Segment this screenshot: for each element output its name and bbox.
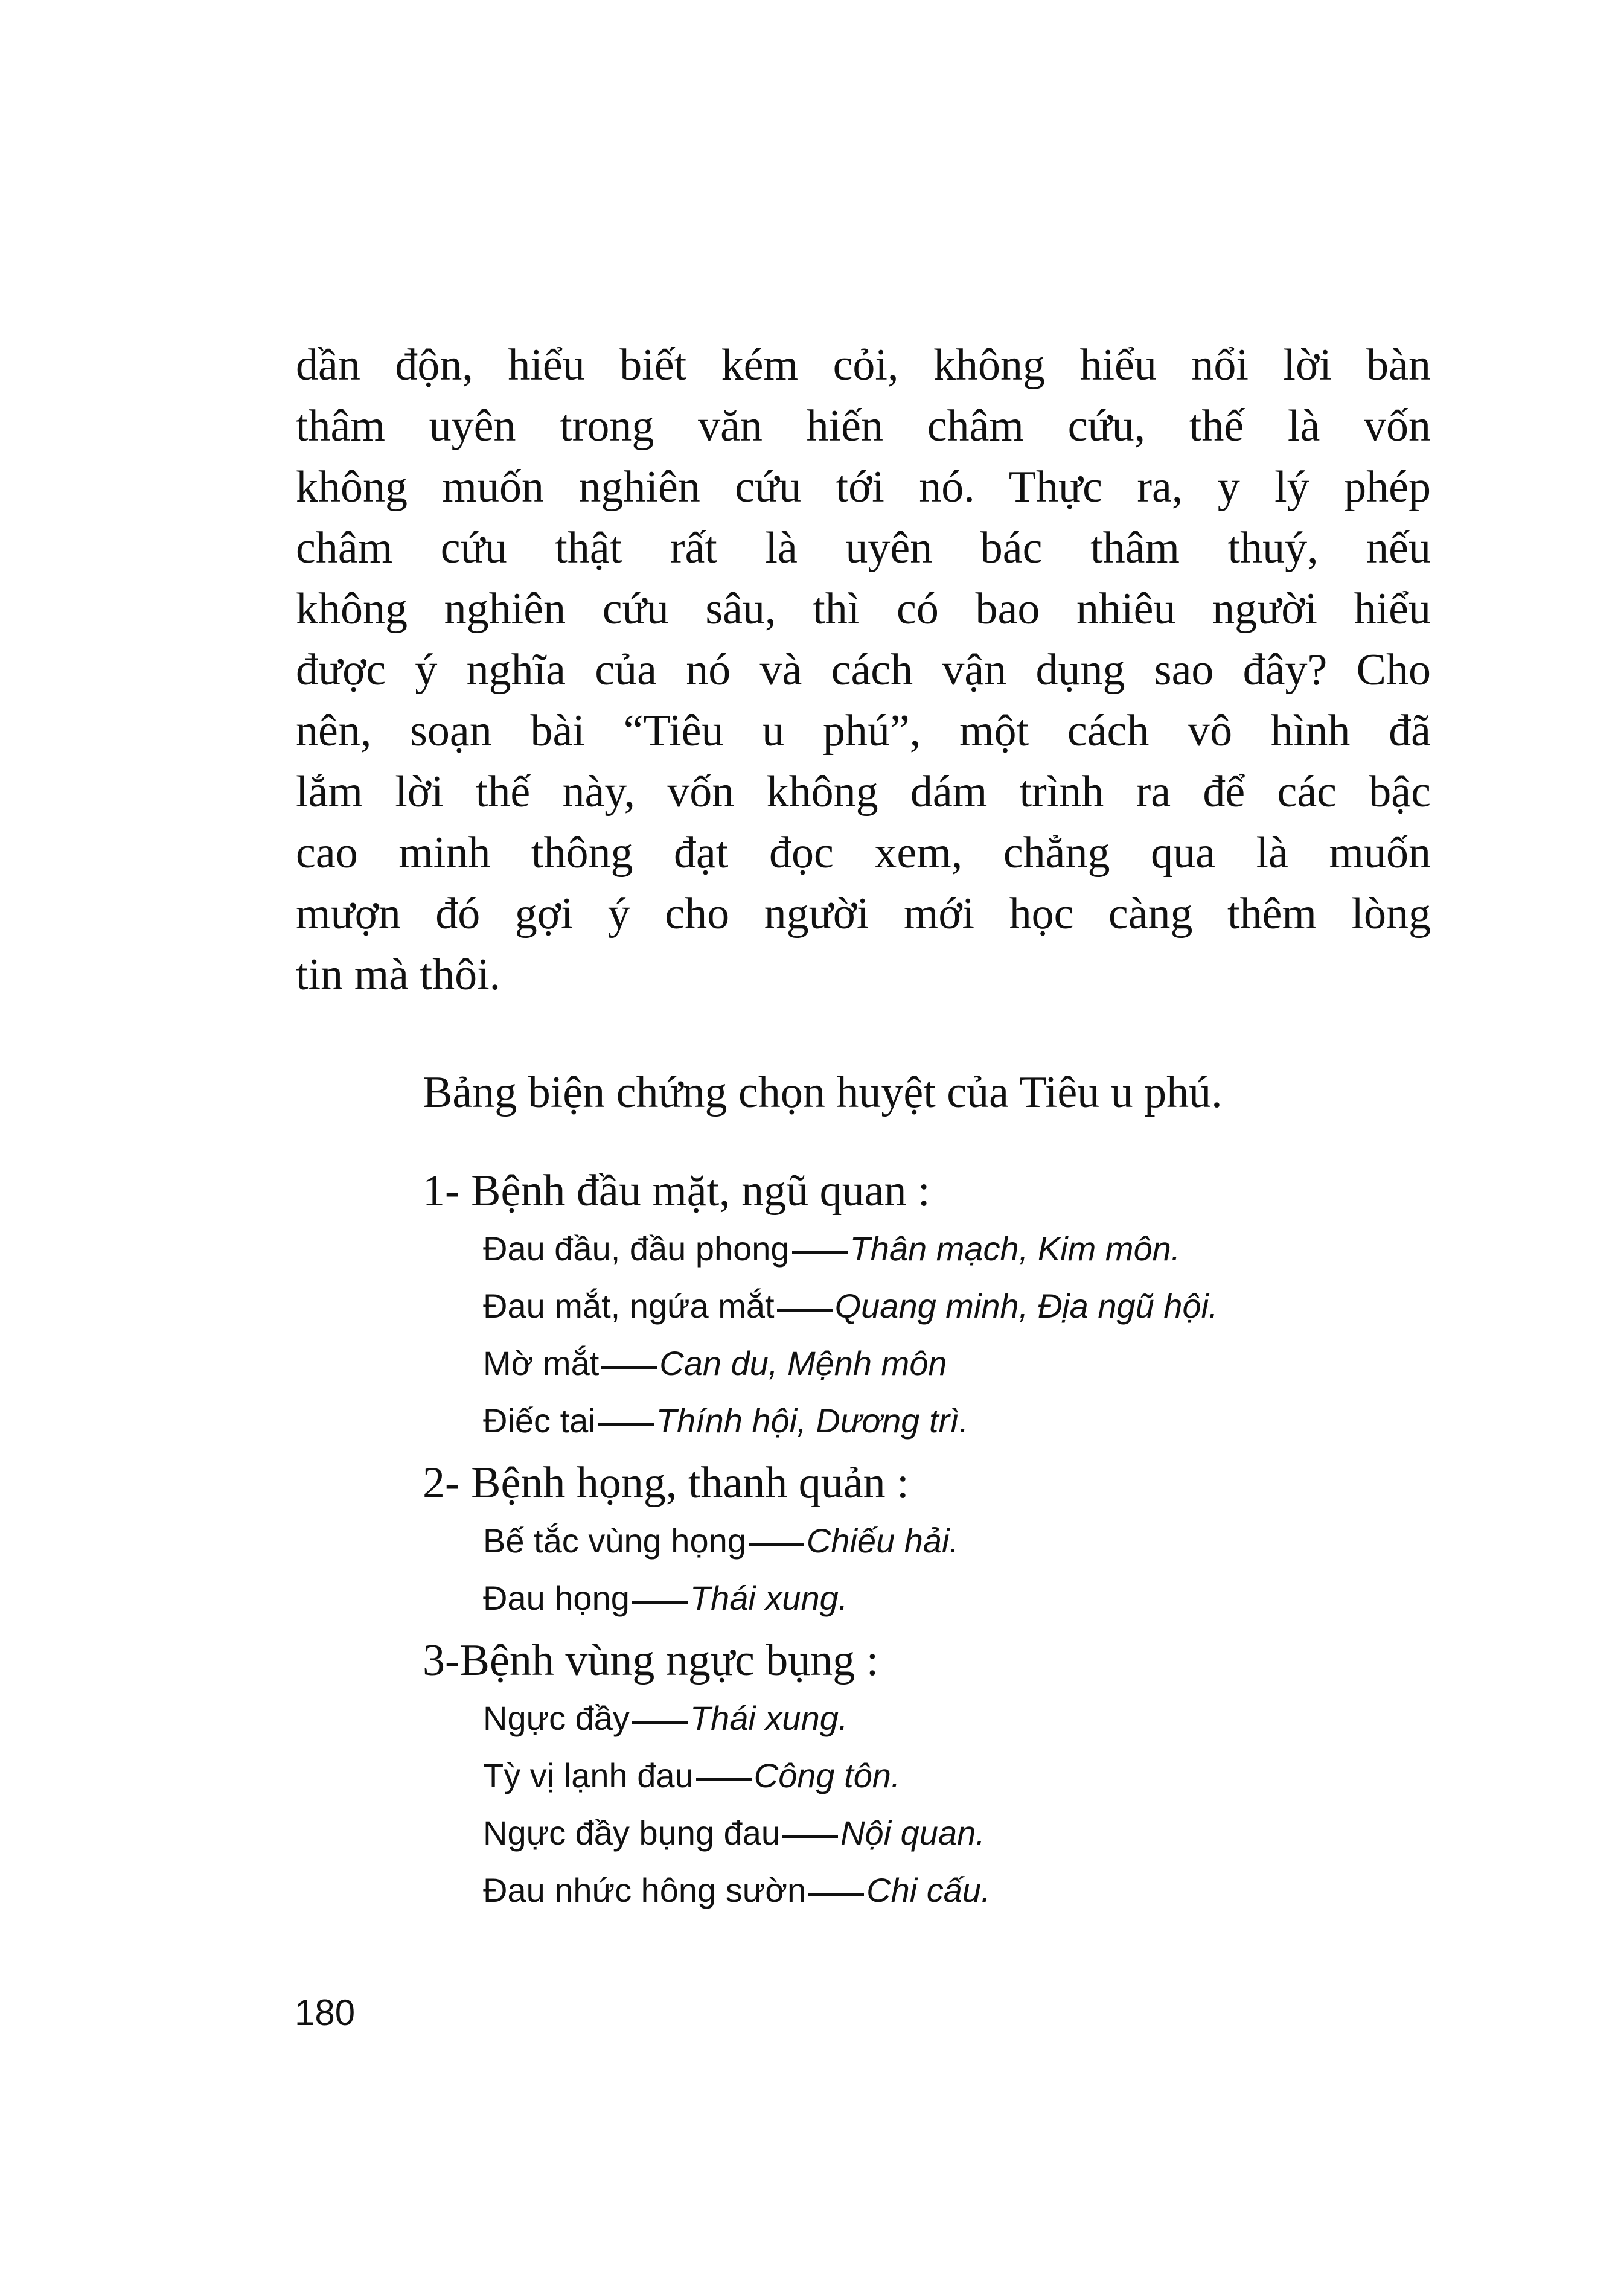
acupoints: Nội quan. (840, 1814, 985, 1852)
acupoints: Công tôn. (753, 1756, 901, 1794)
paragraph-line: cao minh thông đạt đọc xem, chẳng qua là muốn (296, 828, 1431, 878)
paragraph-line: lắm lời thế này, vốn không dám trình ra để các bậc (296, 767, 1431, 817)
list-item (483, 1220, 1449, 1277)
paragraph-line: châm cứu thật rất là uyên bác thâm thuý, nếu (296, 523, 1431, 573)
dash-rule (792, 1251, 848, 1254)
section-chest-abdomen (423, 1631, 1449, 1919)
paragraph-line: được ý nghĩa của nó và cách vận dụng sao đây? Cho (296, 645, 1431, 695)
paragraph-line: thâm uyên trong văn hiến châm cứu, thế là vốn (296, 401, 1431, 451)
condition: Đau họng (483, 1579, 630, 1617)
condition: Đau mắt, ngứa mắt (483, 1287, 775, 1325)
acupoints: Thái xung. (689, 1579, 848, 1617)
page-number: 180 (295, 1992, 356, 2033)
entry-list (423, 1512, 1449, 1627)
dash-rule (632, 1601, 688, 1604)
section-heading: 2- Bệnh họng, thanh quản : (423, 1458, 909, 1508)
dash-rule (696, 1778, 752, 1781)
table-title: Bảng biện chứng chọn huyệt của Tiêu u phú. (423, 1068, 1223, 1117)
section-throat (423, 1454, 1449, 1627)
paragraph-line: tin mà thôi. (296, 950, 501, 1000)
dash-rule (749, 1543, 804, 1546)
condition: Ngực đầy bụng đau (483, 1814, 781, 1852)
acupoints: Can du, Mệnh môn (659, 1344, 947, 1382)
condition: Điếc tai (483, 1402, 596, 1440)
acupoints: Chiếu hải. (806, 1522, 959, 1560)
paragraph-line: mượn đó gợi ý cho người mới học càng thêm lòng (296, 889, 1431, 939)
paragraph-line: dần độn, hiểu biết kém cỏi, không hiểu nổi lời bàn (296, 340, 1431, 390)
paragraph-line: không muốn nghiên cứu tới nó. Thực ra, y lý phép (296, 462, 1431, 512)
dash-rule (601, 1366, 657, 1369)
acupoints: Quang minh, Địa ngũ hội. (834, 1287, 1218, 1325)
acupoints: Chi cấu. (866, 1871, 991, 1909)
acupoints: Thính hội, Dương trì. (656, 1402, 969, 1440)
dash-rule (777, 1309, 833, 1312)
section-head-face (423, 1162, 1449, 1449)
acupoints: Thân mạch, Kim môn. (849, 1229, 1181, 1268)
condition: Đau nhức hông sườn (483, 1871, 807, 1909)
list-item (483, 1512, 1449, 1569)
entry-list (423, 1689, 1449, 1919)
section-heading: 3-Bệnh vùng ngực bụng : (423, 1636, 879, 1685)
condition: Tỳ vị lạnh đau (483, 1756, 694, 1794)
list-item (483, 1569, 1449, 1627)
condition: Bế tắc vùng họng (483, 1522, 746, 1560)
section-heading: 1- Bệnh đầu mặt, ngũ quan : (423, 1166, 930, 1216)
body-paragraph (296, 335, 1431, 1006)
condition: Đau đầu, đầu phong (483, 1229, 790, 1268)
list-item (483, 1861, 1449, 1919)
condition: Mờ mắt (483, 1344, 600, 1382)
acupoints: Thái xung. (689, 1699, 848, 1737)
list-item (483, 1277, 1449, 1335)
condition: Ngực đầy (483, 1699, 630, 1737)
dash-rule (782, 1835, 838, 1838)
list-item (483, 1747, 1449, 1804)
dash-rule (808, 1893, 864, 1896)
dash-rule (632, 1721, 688, 1724)
list-item (483, 1392, 1449, 1449)
entry-list (423, 1220, 1449, 1449)
list-item (483, 1804, 1449, 1861)
dash-rule (598, 1423, 654, 1426)
list-item (483, 1335, 1449, 1392)
paragraph-line: không nghiên cứu sâu, thì có bao nhiêu người hiểu (296, 584, 1431, 634)
paragraph-line: nên, soạn bài “Tiêu u phú”, một cách vô hình đã (296, 706, 1431, 756)
list-item (483, 1689, 1449, 1747)
point-selection-table (423, 1162, 1449, 1924)
